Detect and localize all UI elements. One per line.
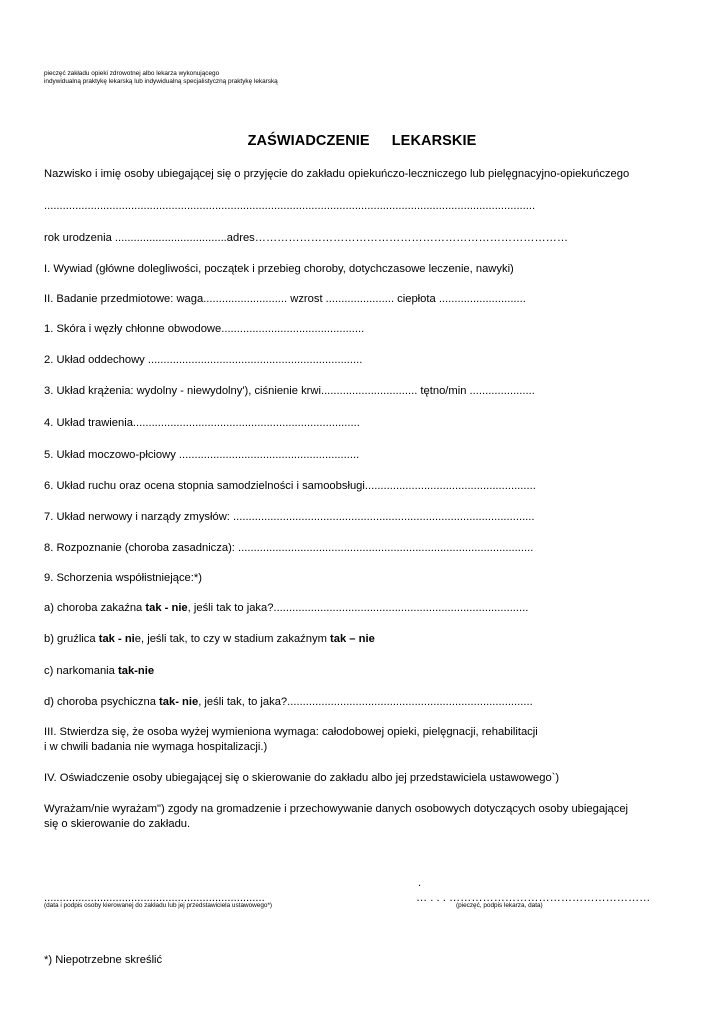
document-title (0, 133, 724, 149)
title-word-1: ZAŚWIADCZENIE (247, 133, 370, 149)
footnote: *) Niepotrzebne skreślić (44, 954, 163, 966)
statement-line1: III. Stwierdza się, że osoba wyżej wymieniona wymaga: całodobowej opieki, pielęgnacji, rehabilitacji (44, 726, 538, 738)
stamp-caption-line2: indywidualną praktykę lekarską lub indywidualną specjalistyczną praktykę lekarską (44, 78, 278, 85)
patient-name-label: Nazwisko i imię osoby ubiegającej się o przyjęcie do zakładu opiekuńczo-leczniczego lub pielęgnacyjno-opiekuńczego (44, 168, 630, 180)
section-wywiad: I. Wywiad (główne dolegliwości, początek i przebieg choroby, dotychczasowe leczenie, nawyki) (44, 263, 514, 275)
birth-address-field: rok urodzenia ....................................adres………………………………………………………………………… (44, 232, 569, 244)
item-moczowo: 5. Układ moczowo-płciowy .......................................................... (44, 449, 360, 461)
item-skora: 1. Skóra i węzły chłonne obwodowe.............................................. (44, 323, 365, 335)
consent-line1: Wyrażam/nie wyrażam") zgody na gromadzenie i przechowywanie danych osobowych dotyczących osoby ubiegającej (44, 803, 629, 815)
condition-d: d) choroba psychiczna tak- nie, jeśli tak, to jaka?............................................................................... (44, 696, 533, 708)
patient-name-field: .............................................................................................................................................................. (44, 200, 536, 212)
doctor-signature-caption: (pieczęć, podpis lekarza, data) (456, 902, 543, 909)
patient-signature-line: ....................................................................... (44, 892, 265, 904)
item-nerwowy: 7. Układ nerwowy i narządy zmysłów: ................................................................................................. (44, 511, 535, 523)
item-krazenie: 3. Układ krążenia: wydolny - niewydolny'), ciśnienie krwi............................... tętno/min ..................... (44, 385, 535, 397)
section-badanie: II. Badanie przedmiotowe: waga........................... wzrost ...................... ciepłota ............................ (44, 293, 526, 305)
patient-signature-caption: (data i podpis osoby kierowanej do zakładu lub jej przedstawiciela ustawowego*) (44, 902, 273, 909)
item-schorzenia: 9. Schorzenia współistniejące:*) (44, 572, 202, 584)
condition-a: a) choroba zakaźna tak - nie, jeśli tak to jaka?.................................................................................. (44, 602, 529, 614)
title-word-2: LEKARSKIE (391, 133, 477, 149)
stamp-caption-line1: pieczęć zakładu opieki zdrowotnej albo lekarza wykonującego (44, 70, 220, 77)
doctor-signature-mark: . (418, 877, 422, 889)
statement-line2: i w chwili badania nie wymaga hospitalizacji.) (44, 741, 268, 753)
item-ruch: 6. Układ ruchu oraz ocena stopnia samodzielności i samoobsługi....................................................... (44, 480, 536, 492)
doctor-signature-line: … . . . ……………………………………………… (416, 892, 651, 904)
item-trawienie: 4. Układ trawienia......................................................................... (44, 417, 360, 429)
condition-b: b) gruźlica tak - nie, jeśli tak, to czy w stadium zakaźnym tak – nie (44, 633, 375, 645)
item-oddechowy: 2. Układ oddechowy ..................................................................... (44, 354, 363, 366)
consent-line2: się o skierowanie do zakładu. (44, 818, 191, 830)
condition-c: c) narkomania tak-nie (44, 665, 155, 677)
item-rozpoznanie: 8. Rozpoznanie (choroba zasadnicza): ............................................................................................... (44, 542, 534, 554)
statement-oswiadczenie: IV. Oświadczenie osoby ubiegającej się o skierowanie do zakładu albo jej przedstawiciela ustawowego`) (44, 772, 560, 784)
